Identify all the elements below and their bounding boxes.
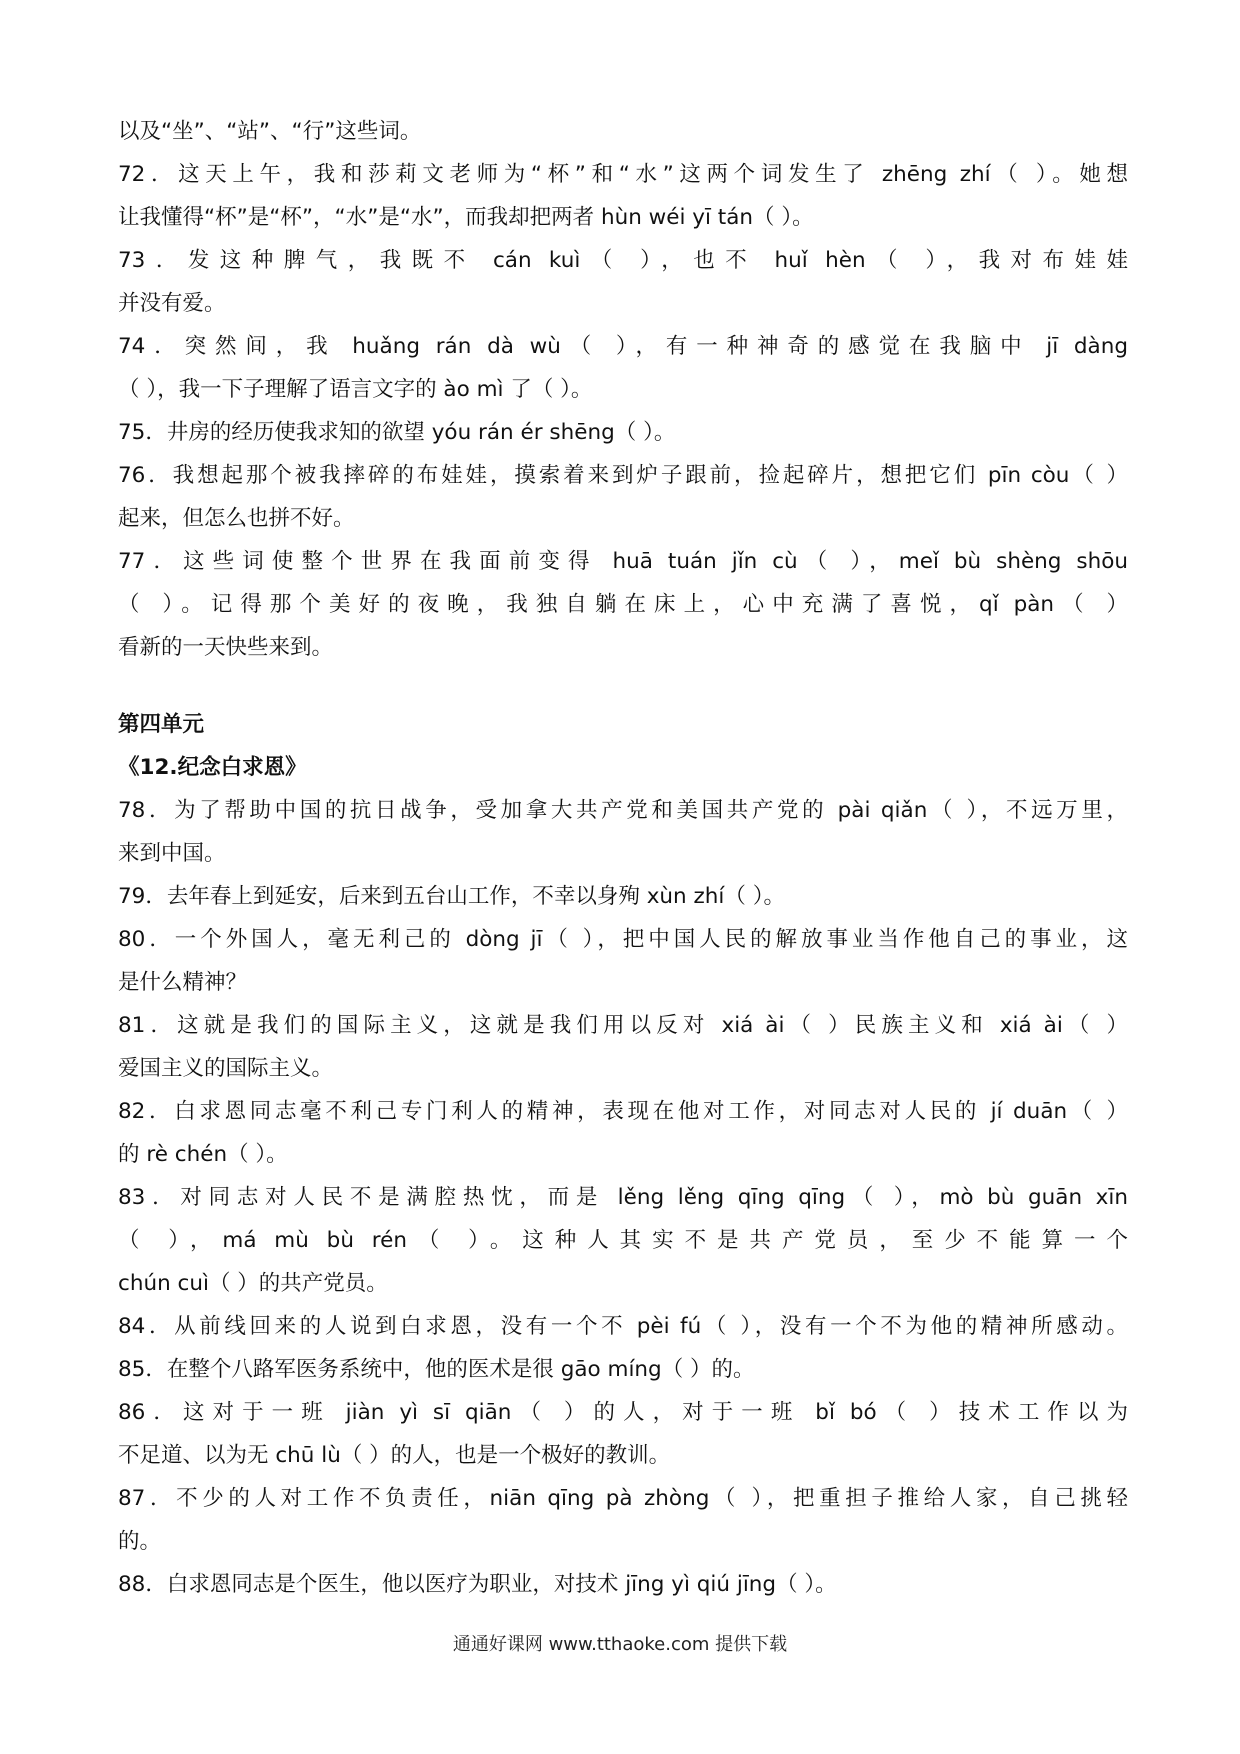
text-line: 爱国主义的国际主义。 — [118, 1056, 334, 1081]
text-line: 75．井房的经历使我求知的欲望 yóu rán ér shēng（ ）。 — [118, 420, 676, 445]
text-line: 76．我想起那个被我摔碎的布娃娃，摸索着来到炉子跟前，捡起碎片，想把它们 pīn còu（ ） — [118, 463, 1128, 488]
text-line: 的 rè chén（ ）。 — [118, 1142, 288, 1167]
text-line: 83．对同志对人民不是满腔热忱，而是 lěng lěng qīng qīng（ ），mò bù guān xīn — [118, 1185, 1128, 1210]
text-line: （ ），má mù bù rén（ ）。这种人其实不是共产党员，至少不能算一个 — [118, 1228, 1128, 1253]
text-line: 73．发这种脾气，我既不 cán kuì（ ），也不 huǐ hèn（ ），我对布娃娃 — [118, 248, 1128, 273]
section-heading: 《12.纪念白求恩》 — [118, 755, 307, 780]
text-line: 不足道、以为无 chū lù（ ）的人，也是一个极好的教训。 — [118, 1443, 671, 1468]
section-heading: 第四单元 — [118, 712, 205, 737]
text-line: 82．白求恩同志毫不利己专门利人的精神，表现在他对工作，对同志对人民的 jí duān（ ） — [118, 1099, 1128, 1124]
text-line: 85．在整个八路军医务系统中，他的医术是很 gāo míng（ ）的。 — [118, 1357, 755, 1382]
text-line: 86．这对于一班 jiàn yì sī qiān（ ）的人，对于一班 bǐ bó（ ）技术工作以为 — [118, 1400, 1128, 1425]
text-line: （ ）。记得那个美好的夜晚，我独自躺在床上，心中充满了喜悦，qǐ pàn（ ） — [118, 592, 1128, 617]
text-line: 看新的一天快些来到。 — [118, 635, 334, 660]
text-line: 起来，但怎么也拼不好。 — [118, 506, 355, 531]
text-line: 88．白求恩同志是个医生，他以医疗为职业，对技术 jīng yì qiú jīng（ ）。 — [118, 1572, 837, 1597]
text-line: 74．突然间，我 huǎng rán dà wù（ ），有一种神奇的感觉在我脑中 jī dàng — [118, 334, 1128, 359]
text-line: 78．为了帮助中国的抗日战争，受加拿大共产党和美国共产党的 pài qiǎn（ ），不远万里， — [118, 798, 1128, 823]
text-line: （ ），我一下子理解了语言文字的 ào mì 了（ ）。 — [118, 377, 593, 402]
text-line: chún cuì（ ）的共产党员。 — [118, 1271, 388, 1296]
text-line: 77．这些词使整个世界在我面前变得 huā tuán jǐn cù（ ），meǐ bù shèng shōu — [118, 549, 1128, 574]
page-footer: 通通好课网 www.tthaoke.com 提供下载 — [452, 1634, 788, 1655]
text-line: 让我懂得“杯”是“杯”，“水”是“水”，而我却把两者 hùn wéi yī tán（ ）。 — [118, 205, 814, 230]
text-line: 79．去年春上到延安，后来到五台山工作，不幸以身殉 xùn zhí（ ）。 — [118, 884, 785, 909]
text-line: 以及“坐”、“站”、“行”这些词。 — [118, 119, 422, 144]
text-line: 并没有爱。 — [118, 291, 226, 316]
worksheet-body — [118, 110, 1128, 1606]
text-line: 80．一个外国人，毫无利己的 dòng jī（ ），把中国人民的解放事业当作他自己的事业，这 — [118, 927, 1128, 952]
text-line: 81．这就是我们的国际主义，这就是我们用以反对 xiá ài（ ）民族主义和 xiá ài（ ） — [118, 1013, 1128, 1038]
text-line: 84．从前线回来的人说到白求恩，没有一个不 pèi fú（ ），没有一个不为他的精神所感动。 — [118, 1314, 1128, 1339]
text-line: 72．这天上午，我和莎莉文老师为“杯”和“水”这两个词发生了 zhēng zhí（ ）。她想 — [118, 162, 1128, 187]
text-line: 的。 — [118, 1529, 162, 1554]
text-line: 87．不少的人对工作不负责任，niān qīng pà zhòng（ ），把重担子推给人家，自己挑轻 — [118, 1486, 1128, 1511]
text-line: 是什么精神？ — [118, 970, 248, 995]
text-line: 来到中国。 — [118, 841, 226, 866]
